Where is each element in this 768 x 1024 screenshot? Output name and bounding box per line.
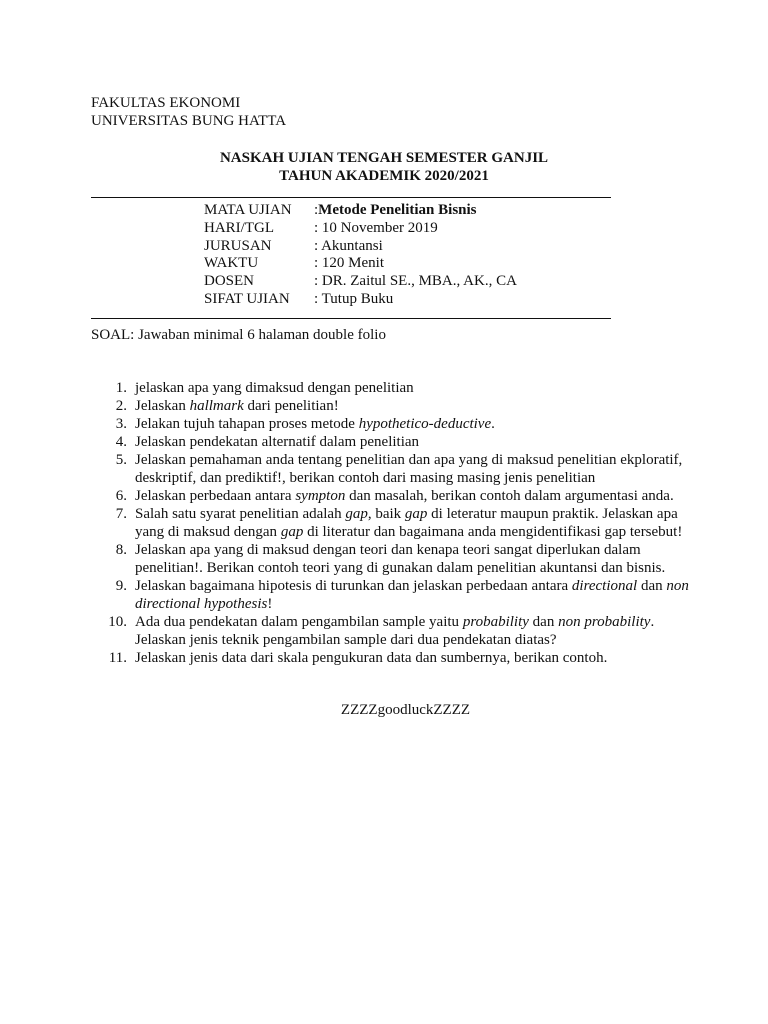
info-row [204,290,517,308]
question-text-part: dan [637,578,667,594]
question-italic-term: probability [462,614,529,630]
question-text [135,398,339,414]
question-item [91,649,691,667]
question-text-part: di literatur dan bagaimana anda mengidentifikasi gap tersebut! [303,524,683,540]
question-number: 6. [115,488,127,504]
question-text-part: Jelaskan bagaimana hipotesis di turunkan dan jelaskan perbedaan antara [135,578,572,594]
question-text [135,452,682,486]
question-italic-term: hypothetico-deductive [358,416,492,432]
info-label: DOSEN [204,273,255,290]
question-number: 11. [108,650,127,666]
faculty-name: FAKULTAS EKONOMI [91,95,241,111]
closing-text: ZZZZgoodluckZZZZ [340,702,471,718]
info-label: MATA UJIAN [204,202,292,218]
question-item [91,379,691,397]
info-label: SIFAT UJIAN [204,290,290,307]
info-label: HARI/TGL [204,219,274,236]
question-item [91,433,691,451]
question-text-part: dan [528,614,559,630]
question-text-part: ! [267,596,273,612]
question-text [135,416,495,432]
question-item [91,415,691,433]
question-text-part: Ada dua pendekatan dalam pengambilan sample yaitu [135,614,463,630]
info-row [204,237,517,255]
info-row [204,254,517,272]
exam-title-line2: TAHUN AKADEMIK 2020/2021 [279,168,489,184]
question-item [91,397,691,415]
question-italic-term: gap [280,524,304,540]
question-text-part: Jelaskan pendekatan alternatif dalam penelitian [135,434,420,450]
question-text [135,650,607,666]
info-value: : [314,202,319,218]
question-text [135,614,654,648]
exam-title-line1: NASKAH UJIAN TENGAH SEMESTER GANJIL [219,150,549,166]
info-value-bold: Metode Penelitian Bisnis [318,202,477,218]
info-value: : Akuntansi [314,237,383,254]
info-value: : DR. Zaitul SE., MBA., AK., CA [314,273,517,290]
question-list [91,379,691,667]
info-label: JURUSAN [204,237,272,254]
question-number: 4. [115,434,127,450]
question-text-part: di leteratur maupun praktik. Jelaskan apa yang di maksud dengan [135,506,678,540]
question-text [135,488,674,504]
question-number: 7. [115,506,127,522]
info-row [204,219,517,237]
soal-instruction: SOAL: Jawaban minimal 6 halaman double folio [91,327,386,343]
bottom-divider [91,318,611,319]
question-text [135,434,419,450]
question-text-part: Jelaskan [135,398,190,414]
question-item [91,613,691,649]
question-italic-term: gap [345,506,368,522]
question-text [135,578,689,612]
question-italic-term: sympton [295,488,346,504]
question-text-part: . [491,416,495,432]
question-text-part: dari penelitian! [243,398,339,414]
question-text [135,506,682,540]
question-number: 10. [108,614,127,630]
info-value: : 120 Menit [314,255,384,272]
question-text-part: . Jelaskan jenis teknik pengambilan sample dari dua pendekatan diatas? [135,614,655,648]
question-text-part: Jelaskan jenis data dari skala pengukuran data dan sumbernya, berikan contoh. [135,650,608,666]
question-italic-term: hallmark [189,398,244,414]
question-item [91,577,691,613]
question-number: 3. [115,416,127,432]
question-text-part: Jelakan tujuh tahapan proses metode [135,416,359,432]
question-item [91,451,691,487]
question-text-part: , baik [367,506,405,522]
question-item [91,505,691,541]
info-value: : 10 November 2019 [314,219,438,236]
info-row [204,272,517,290]
question-text [135,542,665,576]
question-number: 2. [115,398,127,414]
question-number: 8. [115,542,127,558]
question-text-part: jelaskan apa yang dimaksud dengan penelitian [135,380,414,396]
question-number: 5. [115,452,127,468]
question-text-part: dan masalah, berikan contoh dalam argumentasi anda. [345,488,674,504]
question-italic-term: non probability [558,614,651,630]
question-italic-term: gap [404,506,428,522]
question-number: 9. [115,578,127,594]
question-text-part: Jelaskan pemahaman anda tentang penelitian dan apa yang di maksud penelitian ekploratif, deskriptif, dan prediktif!, berikan contoh dari masing masing jenis penelitian [135,452,683,486]
question-italic-term: directional [571,578,638,594]
info-row [204,201,517,219]
top-divider [91,197,611,198]
question-italic-term: non directional hypothesis [135,578,689,612]
info-value: : Tutup Buku [314,290,394,307]
question-text [135,380,414,396]
question-text-part: Jelaskan perbedaan antara [135,488,296,504]
faculty-header [91,94,286,130]
question-item [91,541,691,577]
question-text-part: Jelaskan apa yang di maksud dengan teori dan kenapa teori sangat diperlukan dalam penelitian!. Berikan contoh teori yang di gunakan dalam penelitian akuntansi dan bisnis. [135,542,666,576]
exam-title [0,149,768,185]
question-text-part: Salah satu syarat penelitian adalah [135,506,346,522]
question-number: 1. [115,380,127,396]
exam-info-table [204,201,517,308]
university-name: UNIVERSITAS BUNG HATTA [91,113,287,129]
question-item [91,487,691,505]
info-label: WAKTU [204,255,259,272]
